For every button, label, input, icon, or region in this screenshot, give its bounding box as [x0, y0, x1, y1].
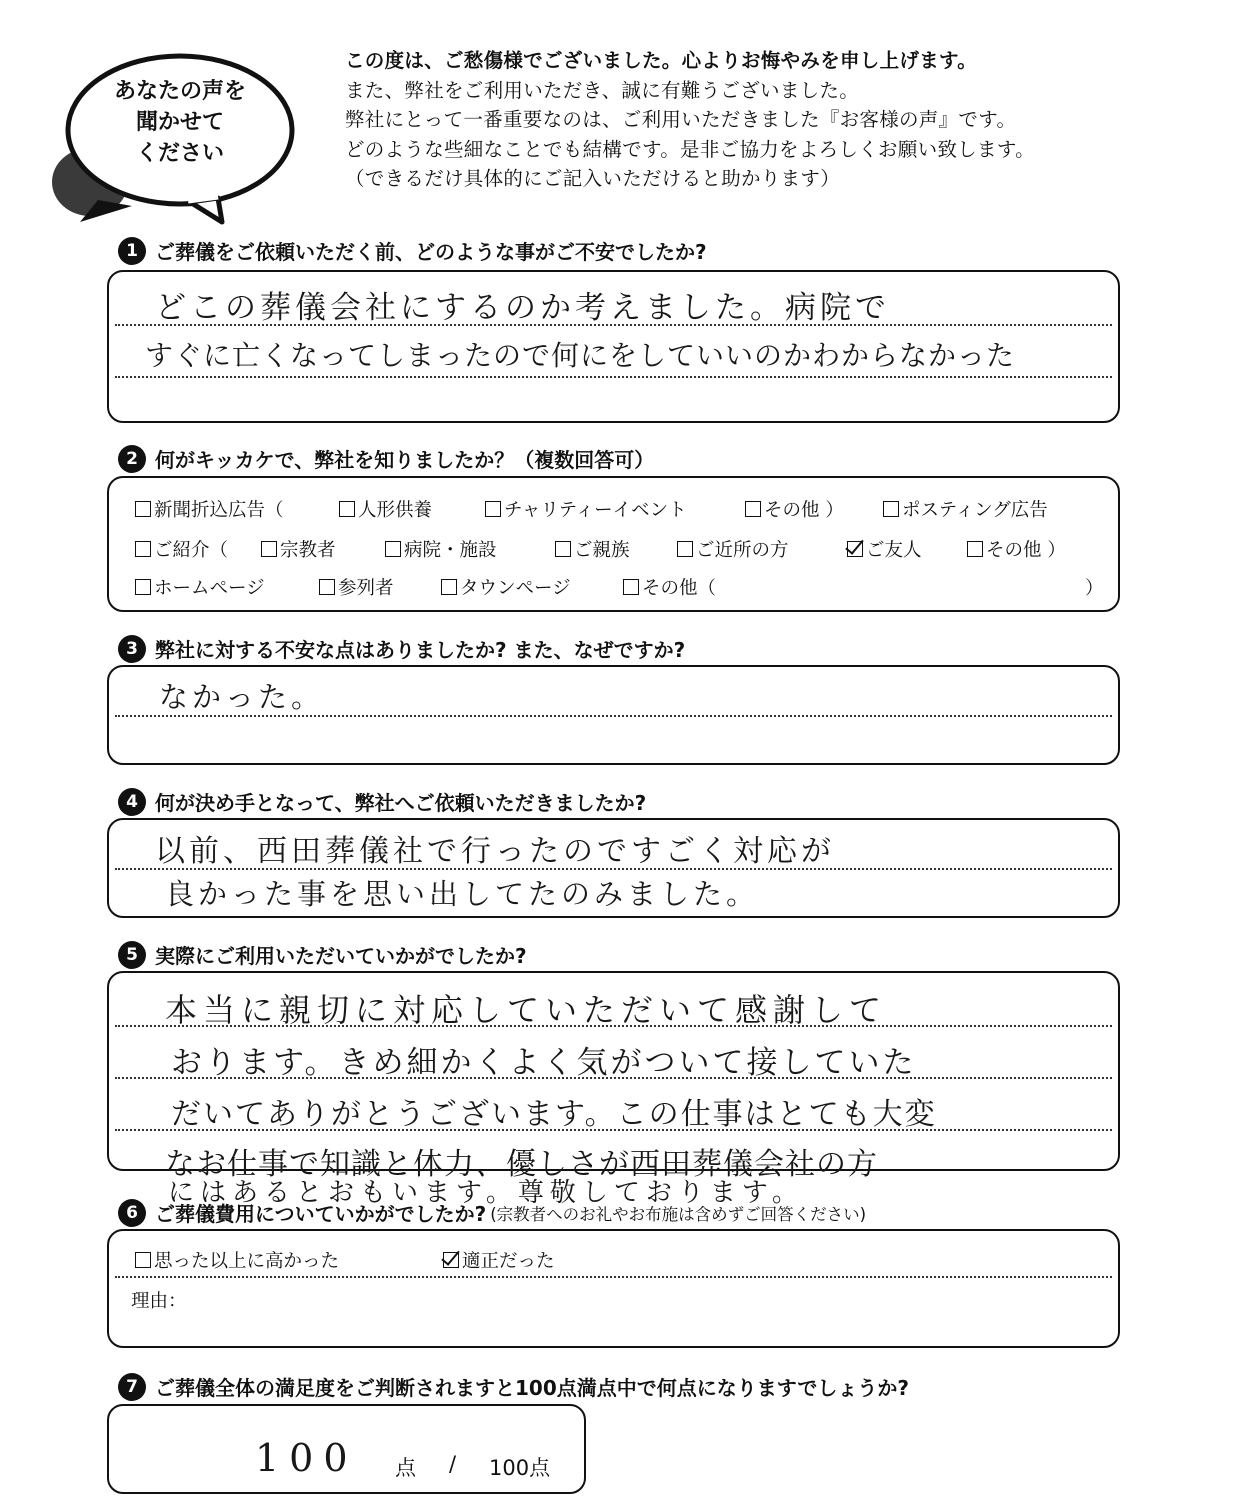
option-posting-ad[interactable]: ポスティング広告	[883, 496, 1048, 522]
question-2-heading	[118, 444, 654, 473]
question-title: 何がキッカケで、弊社を知りましたか？（複数回答可）	[155, 448, 655, 472]
option-charity-event[interactable]: チャリティーイベント	[485, 496, 687, 522]
option-other-3[interactable]: その他（	[623, 574, 716, 600]
option-townpage[interactable]: タウンページ	[441, 574, 571, 600]
answer-box-1[interactable]	[107, 270, 1120, 423]
score-unit: 点	[395, 1456, 416, 1480]
question-title: ご葬儀費用についていかがでしたか?	[155, 1202, 487, 1226]
option-other-1[interactable]: その他 ）	[745, 496, 844, 522]
question-title: 何が決め手となって、弊社へご依頼いただきましたか?	[155, 791, 647, 815]
question-number: 4	[118, 788, 146, 816]
question-number: 6	[118, 1199, 146, 1227]
answer-box-3[interactable]	[107, 665, 1120, 765]
intro-line: どのような些細なことでも結構です。是非ご協力をよろしくお願い致します。	[345, 137, 1035, 161]
option-other-2[interactable]: その他 ）	[967, 536, 1066, 562]
answer-box-2	[107, 476, 1120, 612]
checkbox[interactable]	[485, 501, 501, 517]
checkbox[interactable]	[677, 541, 693, 557]
handwritten-answer: おります。きめ細かくよく気がついて接していた	[171, 1045, 917, 1081]
checkbox[interactable]	[555, 541, 571, 557]
checkbox[interactable]	[385, 541, 401, 557]
bubble-text	[75, 76, 285, 169]
checkbox[interactable]	[135, 1252, 151, 1268]
question-5-heading	[118, 940, 527, 969]
answer-box-5[interactable]	[107, 971, 1120, 1182]
question-title: 弊社に対する不安な点はありましたか? また、なぜですか?	[155, 638, 686, 662]
option-neighbors[interactable]: ご近所の方	[677, 536, 789, 562]
checkbox[interactable]	[135, 579, 151, 595]
question-number: 3	[118, 635, 146, 663]
handwritten-answer: なお仕事で知識と体力、優しさが西田葬儀会社の方	[165, 1147, 878, 1182]
bubble-line: あなたの声を	[113, 79, 246, 104]
option-doll-memorial[interactable]: 人形供養	[339, 496, 432, 522]
answer-box-6	[107, 1229, 1120, 1348]
question-number: 5	[118, 941, 146, 969]
bubble-line: 聞かせて	[135, 110, 224, 135]
option-relatives[interactable]: ご親族	[555, 536, 630, 562]
question-title: 実際にご利用いただいていかがでしたか?	[155, 944, 527, 968]
option-hospital[interactable]: 病院・施設	[385, 536, 497, 562]
intro-line: （できるだけ具体的にご記入いただけると助かります）	[345, 167, 841, 190]
question-number: 2	[118, 445, 146, 473]
option-clergy[interactable]: 宗教者	[261, 536, 336, 562]
question-3-heading	[118, 634, 685, 663]
close-paren: ）	[1085, 578, 1104, 599]
question-7-heading	[118, 1372, 909, 1401]
option-homepage[interactable]: ホームページ	[135, 574, 265, 600]
option-friend[interactable]: ご友人	[847, 536, 922, 562]
checkbox[interactable]	[441, 579, 457, 595]
handwritten-answer: だいてありがとうございます。この仕事はとても大変	[171, 1097, 937, 1132]
handwritten-answer: 良かった事を思い出してたのみました。	[165, 877, 760, 911]
checkbox[interactable]	[135, 501, 151, 517]
ruled-line	[115, 376, 1112, 378]
checkbox-checked[interactable]	[847, 541, 863, 557]
intro-line: この度は、ご愁傷様でございました。心よりお悔やみを申し上げます。	[345, 49, 978, 72]
answer-box-4[interactable]	[107, 818, 1120, 918]
reason-label: 理由：	[131, 1291, 187, 1312]
option-reasonable[interactable]: 適正だった	[443, 1247, 555, 1273]
handwritten-answer-overflow: にはあるとおもいます。尊敬しております。	[168, 1178, 804, 1208]
question-number: 1	[118, 237, 146, 265]
bubble-line: ください	[135, 141, 224, 166]
handwritten-answer: どこの葬儀会社にするのか考えました。病院で	[155, 290, 890, 326]
question-number: 7	[118, 1373, 146, 1401]
intro-line: 弊社にとって一番重要なのは、ご利用いただきました『お客様の声』です。	[345, 108, 1017, 131]
question-note: (宗教者へのお礼やお布施は含めずご回答ください)	[490, 1204, 867, 1224]
intro-line: また、弊社をご利用いただき、誠に有難うございました。	[345, 78, 860, 102]
option-too-expensive[interactable]: 思った以上に高かった	[135, 1247, 339, 1273]
handwritten-answer: 本当に親切に対応していただいて感謝して	[165, 991, 888, 1029]
question-title: ご葬儀をご依頼いただく前、どのような事がご不安でしたか?	[155, 240, 707, 264]
ruled-line	[115, 1276, 1112, 1278]
intro-text	[345, 46, 1035, 194]
checkbox[interactable]	[135, 541, 151, 557]
question-title: ご葬儀全体の満足度をご判断されますと100点満点中で何点になりますでしょうか?	[155, 1376, 909, 1400]
checkbox[interactable]	[623, 579, 639, 595]
score-slash: /	[449, 1452, 457, 1476]
checkbox[interactable]	[883, 501, 899, 517]
question-4-heading	[118, 787, 646, 816]
handwritten-answer: 以前、西田葬儀社で行ったのですごく対応が	[155, 834, 835, 869]
score-box	[107, 1404, 586, 1494]
option-attendee[interactable]: 参列者	[319, 574, 394, 600]
question-1-heading	[118, 236, 707, 265]
checkbox[interactable]	[339, 501, 355, 517]
checkbox[interactable]	[261, 541, 277, 557]
checkbox[interactable]	[319, 579, 335, 595]
option-referral[interactable]: ご紹介（	[135, 536, 228, 562]
score-max: 100点	[489, 1456, 551, 1480]
score-value[interactable]: 100	[255, 1436, 358, 1480]
handwritten-answer: なかった。	[159, 680, 325, 714]
checkbox-checked[interactable]	[443, 1252, 459, 1268]
handwritten-answer: すぐに亡くなってしまったので何にをしていいのかわからなかった	[145, 339, 1016, 372]
option-newspaper[interactable]: 新聞折込広告（	[135, 496, 284, 522]
checkbox[interactable]	[967, 541, 983, 557]
checkbox[interactable]	[745, 501, 761, 517]
